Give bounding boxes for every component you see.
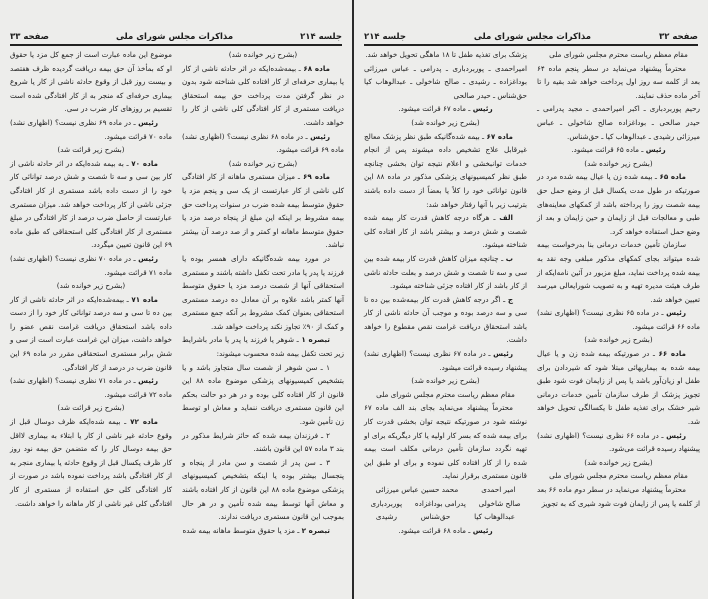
centered-line: [364, 116, 527, 130]
centered-line: [537, 157, 700, 171]
paragraph: [10, 116, 172, 143]
bold-heading: رئیس: [138, 117, 158, 127]
page-number: صفحه ۳۲: [659, 32, 698, 42]
bold-heading: ب: [505, 253, 513, 263]
paragraph-text: ۲ ـ فرزندان بیمه شده که حائز شرایط مذکور در بند ۳ ماده ۵۷ این قانون باشند.: [182, 430, 344, 454]
signature-block: [364, 483, 527, 524]
paragraph-text: ـ در ماده ۶۹ نظری نیست؟ (اظهاری نشد) ماده ۷۰ قرائت میشود.: [10, 117, 172, 141]
paragraph-text: ـ میزان مستمری ماهانه از کار افتادگی کلی ناشی از کار عبارتست از یک سی‌ و پنجم مزد یا حقوق متوسط بیمه شده ضرب در سنوات پرداخت حق بیمه مشروط بر اینکه این مبلغ از پنجاه درصد مزد یا حقوق متوسط ماهانه او کمتر و از صد درصد آن بیشتر نباشد.: [182, 172, 344, 250]
paragraph-text: پزشک برای تغذیه طفل تا ۱۸ ماهگی تحویل خواهد شد.: [365, 50, 527, 59]
closing-text: ـ ماده ۶۸ قرائت میشود.: [398, 525, 473, 535]
text-columns: [364, 48, 700, 589]
publication-title: مذاکرات مجلس شورای ملی: [473, 32, 592, 42]
paragraph-text: (بشرح زیر خوانده شد): [411, 117, 480, 127]
paragraph: [364, 211, 527, 252]
paragraph-text: ـ اگر درجه کاهش قدرت کار بیمه‌شده بین ده تا سی و سه درصد بوده و موجب آن حادثه ناشی از کار باشد استحقاق دریافت غرامت نقص مقطوع را خواهد داشت.: [364, 294, 527, 345]
paragraph: [364, 401, 527, 483]
bold-heading: رئیس: [310, 131, 330, 141]
paragraph-text: در مورد بیمه شده‌گانیکه دارای همسر بوده یا فرزند یا پدر یا مادر تحت تکفل داشته باشند و مستمری استحقاقی آنها از شصت درصد مزد یا حقوق متوسط آنها کمتر باشد علاوه بر آن معادل ده درصد مستمری استحقاقی بعنوان کمک مشروط بر آنکه جمع مستمری و کمک از ۹۰٪ تجاوز نکند پرداخت خواهد شد.: [182, 253, 344, 331]
closing-line: [364, 524, 527, 538]
paragraph-text: (بشرح زیر قرائت شد): [57, 403, 125, 413]
paragraph-text: ۳ ـ سن پدر از شصت و سن مادر از پنجاه و پنجسال بیشتر بوده یا اینکه بتشخیص کمیسیونهای پزشکی موضوع ماده ۸۸ این قانون از کار افتاده باشند و معاش آنها توسط بیمه شده تأمین و در هر حال بموجب این قانون مستمری دریافت ندارند.: [182, 457, 344, 522]
column-right: [182, 48, 344, 589]
bold-heading: رئیس: [138, 376, 158, 386]
bold-heading: تبصره ۲: [301, 525, 330, 535]
signatory-name: رشیدی: [375, 512, 397, 522]
paragraph-text: محترماً پیشنهاد می‌نماید در سطر دوم ماده ۶۶ بعد از کلمه یا پس از زایمان فوت شود شیری که به تجویز: [537, 485, 700, 508]
paragraph: [537, 429, 700, 456]
paragraph-text: مقام معظم ریاست محترم مجلس شورای ملی: [549, 471, 688, 481]
paragraph: [537, 62, 700, 103]
centered-line: [537, 469, 700, 483]
paragraph: [364, 62, 527, 103]
signature-row: [364, 497, 527, 511]
paragraph: [10, 252, 172, 279]
paragraph: [182, 456, 344, 524]
paragraph-text: (بشرح زیر خوانده شد): [584, 158, 653, 168]
article-paragraph: [182, 62, 344, 130]
paragraph: [182, 361, 344, 429]
speaker-label: رئیس: [472, 525, 493, 535]
paragraph-text: ـ ماده ۶۷ قرائت میشود.: [398, 104, 473, 114]
centered-line: [10, 401, 172, 415]
column-left: [364, 48, 527, 589]
bold-heading: ماده ۷۱: [131, 294, 158, 304]
paragraph-text: (بشرح زیر خوانده شد): [56, 281, 126, 291]
paragraph-text: ۱ ـ سن شوهر از شصت سال متجاوز باشد و یا بتشخیص کمیسیونهای پزشکی موضوع ماده ۸۸ این قانون از کار افتاده کلی بوده و در هر دو حالت بحکم این قانون مستمری دریافت ننماید و معاش او توسط زن تأمین شود.: [182, 362, 344, 427]
bold-heading: رئیس: [472, 104, 493, 114]
paragraph-text: (بشرح زیر خوانده شد): [584, 457, 653, 467]
centered-line: [182, 48, 344, 62]
bold-heading: ماده ۶۷: [486, 131, 513, 141]
paragraph-text: محترماً پیشنهاد می‌نماید در سطر پنجم ماده ۶۴ بعد از کلمه سه روز اول پرداخت خواهد شد بقیه را تا آخر ماده حذف نمایند.: [537, 63, 700, 100]
signature-row: [364, 483, 527, 497]
bold-heading: رئیس: [666, 430, 686, 440]
publication-title: مذاکرات مجلس شورای ملی: [115, 32, 234, 42]
text-columns: [10, 48, 344, 589]
paragraph: [364, 252, 527, 293]
paragraph-text: مقام معظم ریاست محترم مجلس شورای ملی: [376, 389, 515, 399]
paragraph: [10, 374, 172, 401]
page-number: صفحه ۳۳: [10, 32, 49, 42]
centered-line: [537, 333, 700, 347]
bold-heading: ماده ۶۵: [659, 172, 686, 182]
article-paragraph: [364, 130, 527, 212]
paragraph-text: ـ بیمه شده‌گانیکه طبق نظر پزشک معالج غیرقابل علاج تشخیص داده میشوند پس از انجام خدمات توانبخشی و اعلام نتیجه توان بخشی چنانچه طبق نظر کمیسیونهای پزشکی مذکور در ماده ۸۸ این قانون توانائی خود را کلاً یا بعضاً از دست داده باشند بترتیب زیر با آنها رفتار خواهد شد:: [364, 131, 527, 209]
paragraph-text: (بشرح زیر قرائت شد): [57, 145, 125, 155]
paragraph-text: سازمان تأمین خدمات درمانی بنا بدرخواست بیمه شده میتواند بجای کمکهای مذکور مبلغی وجه نقد به بیمه شده پرداخت نماید، مبلغ مزبور در آئین نامه‌ایکه از طرف هیئت مدیره تهیه و به تصویب شورایعالی میرسد تعیین خواهد شد.: [537, 240, 700, 304]
signatory-name: امیر احمدی: [481, 485, 516, 494]
bold-heading: تبصره ۱: [301, 335, 330, 345]
bold-heading: رئیس: [645, 145, 666, 155]
paragraph: [182, 252, 344, 334]
paragraph-text: ـ بیمه‌شده‌ایکه در اثر حادثه ناشی از کار بین ده تا سی و سه درصد توانائی کار خود را از دست داده باشد استحقاق دریافت غرامت نقص عضو را خواهد داشت، میزان این غرامت عبارت است از سی و شش برابر مستمری استحقاقی مقرر در ماده ۶۹ این قانون ضرب در درصد از کار افتادگی.: [10, 294, 172, 372]
centered-line: [364, 388, 527, 402]
paragraph: [364, 293, 527, 347]
paragraph: [182, 524, 344, 538]
paragraph: [182, 333, 344, 360]
paragraph-text: موضوع این ماده عبارت است از جمع کل مزد یا حقوق او که بمأخذ آن حق بیمه دریافت گردیده ظرف هفتصد و بیست روز قبل از وقوع حادثه ناشی از کار یا شروع بیماری حرفه‌ای که منجر به از کار افتادگی شده است تقسیم بر روزهای کار ضرب در سی.: [10, 50, 172, 114]
session-label: جلسه ۲۱۴: [300, 32, 342, 42]
paragraph-text: ـ شوهر یا فرزند یا پدر یا مادر باشرایط زیر تحت تکفل بیمه شده محسوب میشوند:: [182, 335, 344, 359]
bold-heading: رئیس: [493, 349, 513, 359]
paragraph: [182, 130, 344, 157]
paragraph-text: (بشرح زیر خوانده شد): [228, 50, 298, 59]
paragraph-text: ـ بیمه شده زن یا عیال بیمه شده مرد در صورتیکه در طول مدت یکسال قبل از وضع حمل حق بیمه شصت روز را پرداخته باشد از کمکهای معاینه‌های طبی و معالجات قبل از زایمان و حین زایمان و بعد از وضع حمل استفاده خواهد کرد.: [537, 172, 700, 236]
paragraph-text: (بشرح زیر خوانده شد): [228, 158, 298, 168]
bold-heading: ماده ۷۰: [131, 158, 158, 168]
centered-line: [537, 48, 700, 62]
paragraph-text: مقام معظم ریاست محترم مجلس شورای ملی: [549, 50, 688, 59]
centered-line: [10, 143, 172, 157]
centered-line: [537, 143, 700, 157]
paragraph-text: ـ در ماده ۶۵ نظری نیست؟ (اظهاری نشد) ماده ۶۶ قرائت میشود.: [537, 308, 700, 331]
paragraph-text: محترماً پیشنهاد می‌نماید بجای بند الف ماده ۶۷ نوشته شود در صورتیکه نتیجه توان بخشی قدرت کار برای بیمه شده که بسر کار اولیه یا کار دیگریکه برای او تهیه نگردد سازمان تأمین درمانی مکلف است بیمه شده را از کار افتاده کلی نموده و برای او طبق این قانون مستمری برقرار نماید.: [364, 403, 527, 481]
paragraph-text: ـ در ماده ۷۰ نظری نیست؟ (اظهاری نشد) ماده ۷۱ قرائت میشود.: [10, 253, 172, 277]
paragraph-text: ـ بیمه‌شده‌ایکه در اثر حادثه ناشی از کار یا بیماری حرفه‌ای از کار افتاده کلی شناخته شود بدون در نظر گرفتن مدت پرداخت حق بیمه استحقاق دریافت مستمری از کار افتادگی کلی ناشی از کار را خواهد داشت.: [182, 63, 344, 127]
paragraph: [182, 429, 344, 456]
paragraph: [537, 483, 700, 510]
paragraph: [537, 306, 700, 333]
centered-line: [182, 157, 344, 171]
page-header: [364, 28, 698, 46]
article-paragraph: [10, 157, 172, 252]
signatory-name: عبدالوهاب کیا: [474, 512, 516, 522]
signatory-name: پدرامی بوداغزاده: [414, 498, 466, 508]
paragraph-text: ـ چنانچه میزان کاهش قدرت کار بیمه شده بین سی و سه تا شصت و شش درصد و بعلت حادثه ناشی از کار باشد از کار افتاده جزئی شناخته میشود.: [364, 253, 527, 291]
paragraph-text: ـ در صورتیکه بیمه شده زن و یا عیال بیمه شده به بیماریهائی مبتلا شود که شیردادن برای طفل او زیان‌آور باشد یا پس از زایمان فوت شود طبق تجویز پزشک از طرف سازمان تأمین خدمات درمانی شیر خشک برای تغذیه طفل تا یکسالگی تحویل خواهد شد.: [537, 349, 700, 427]
bold-heading: ماده ۶۸: [303, 63, 330, 73]
paragraph-text: رحیم پوربردباری ـ اکبر امیراحمدی ـ مجید پدرامی ـ حیدر صالحی ـ بوداغزاده صالح شاخولی ـ عباس میرزائی رشیدی ـ عبدالوهاب کیا ـ حق‌شناس.: [537, 104, 700, 141]
centered-line: [364, 102, 527, 116]
paragraph-text: ـ ماده ۶۵ قرائت میشود.: [571, 145, 646, 155]
session-label: جلسه ۲۱۴: [364, 32, 406, 42]
column-left: [10, 48, 172, 589]
signatory-name: صالح شاخولی: [478, 498, 521, 508]
paragraph-text: ـ مزد یا حقوق متوسط ماهانه بیمه شده: [182, 525, 302, 535]
bold-heading: ماده ۷۲: [130, 417, 158, 427]
paragraph: [537, 102, 700, 143]
paragraph: [10, 48, 172, 116]
bold-heading: رئیس: [138, 253, 158, 263]
paragraph-text: ـ در ماده ۶۸ نظری نیست؟ (اظهاری نشد) ماده ۶۹ قرائت میشود.: [182, 131, 344, 155]
signatory-name: حق‌شناس: [420, 512, 451, 522]
bold-heading: رئیس: [666, 308, 686, 318]
signatory-name: پوربردباری: [370, 498, 403, 508]
paragraph-text: ـ در ماده ۶۷ نظری نیست؟ (اظهاری نشد) پیشنهاد رسیده قرائت میشود.: [364, 349, 527, 372]
article-paragraph: [10, 293, 172, 375]
paragraph-text: ـ در ماده ۷۱ نظری نیست؟ (اظهاری نشد) ماده ۷۲ قرائت میشود.: [10, 376, 172, 399]
centered-line: [364, 374, 527, 388]
article-paragraph: [537, 170, 700, 238]
signature-row: [364, 510, 527, 524]
column-right: [537, 48, 700, 589]
bold-heading: ماده ۶۹: [302, 172, 330, 182]
paragraph-text: ـ به بیمه شده‌ایکه در اثر حادثه ناشی از کار بین سی و سه تا شصت و شش درصد توانائی کار خود را از دست داده باشد مستمری از کار افتادگی جزئی ناشی از کار پرداخت خواهد شد. میزان مستمری عبارتست از حاصل ضرب درصد از کار افتادگی در مبلغ مستمری از کار افتادگی کلی استحقاقی که طبق ماده ۶۹ این قانون تعیین میگردد.: [10, 158, 172, 250]
bold-heading: ج: [507, 294, 513, 304]
paragraph-text: (بشرح زیر خوانده شد): [584, 335, 653, 345]
paragraph: [364, 347, 527, 374]
signatory-name: محمد حسین عباس میرزائی: [375, 485, 459, 494]
paragraph-text: امیراحمدی ـ پوربردباری ـ پدرامی ـ عباس میرزائی بوداغزاده ـ رشیدی ـ صالح شاخولی ـ عبدالوهاب کیا حق‌شناس ـ حیدر صالحی: [364, 63, 527, 100]
page-32: [354, 0, 708, 599]
paragraph: [537, 238, 700, 306]
article-paragraph: [537, 347, 700, 429]
paragraph-text: ـ در ماده ۶۶ نظری نیست؟ (اظهاری نشد) پیشنهاد رسیده قرائت می‌شود.: [537, 430, 700, 454]
page-header: [10, 28, 342, 46]
centered-line: [10, 279, 172, 293]
paragraph-text: ـ بیمه شده‌ایکه ظرف دوسال قبل از وقوع حادثه غیر ناشی از کار یا ابتلاء به بیماری لااقل حق بیمه دوسال کار را که متضمن حق بیمه نود روز کار ظرف یکسال قبل از وقوع حادثه یا بیماری منجر به از کار افتادگی باشد پرداخت نموده باشد در صورت از کار افتادگی کلی حق استفاده از مستمری از کار افتادگی کلی غیر ناشی از کار ماهانه را خواهد داشت.: [10, 417, 172, 508]
bold-heading: الف: [499, 213, 513, 223]
column-left-body: [364, 48, 527, 483]
article-paragraph: [182, 170, 344, 252]
centered-line: [537, 456, 700, 470]
paragraph: [364, 48, 527, 62]
article-paragraph: [10, 415, 172, 510]
paragraph-text: (بشرح زیر خوانده شد): [411, 376, 480, 386]
paragraph-text: ـ هرگاه درجه کاهش قدرت کار بیمه شده شصت و شش درصد و بیشتر باشد از کار افتاده کلی شناخته میشود.: [364, 213, 527, 250]
bold-heading: ماده ۶۶: [658, 349, 686, 359]
